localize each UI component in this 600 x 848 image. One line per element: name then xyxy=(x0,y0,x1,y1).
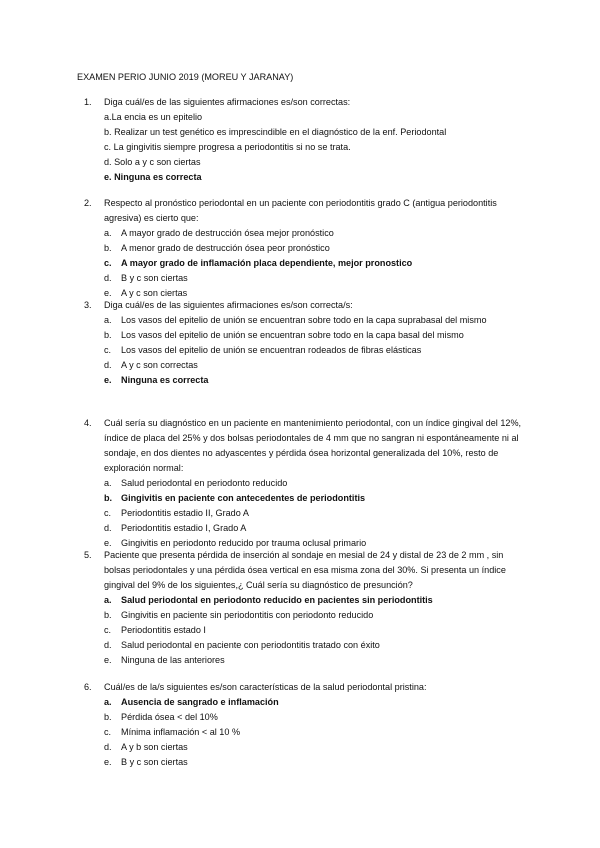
option-c: c. Mínima inflamación < al 10 % xyxy=(104,727,241,737)
option-c: c. Periodontitis estadio II, Grado A xyxy=(104,508,249,518)
option-a: a. Los vasos del epitelio de unión se encuentran sobre todo en la capa suprabasal del mismo xyxy=(104,315,487,325)
question-number: 5. xyxy=(84,550,92,560)
option-e: e. B y c son ciertas xyxy=(104,757,188,767)
question-text: Diga cuál/es de las siguientes afirmaciones es/son correctas: xyxy=(104,97,351,107)
option-d: d. A y b son ciertas xyxy=(104,742,188,752)
option-e: e. A y c son ciertas xyxy=(104,288,188,298)
question-number: 1. xyxy=(84,97,92,107)
question-1 xyxy=(84,95,524,185)
option-b: b. Gingivitis en paciente con antecedentes de periodontitis xyxy=(104,493,366,503)
option-e: e. Ninguna es correcta xyxy=(104,375,209,385)
option-b: b. Pérdida ósea < del 10% xyxy=(104,712,218,722)
option-e: e. Ninguna es correcta xyxy=(104,172,202,182)
option-c: c. La gingivitis siempre progresa a periodontitis si no se trata. xyxy=(104,142,351,152)
question-text: Cuál sería su diagnóstico en un paciente en mantenimiento periodontal, con un índice gingival del 12%, índice de placa del 25% y dos bolsas periodontales de 4 mm que no sangran ni espontáneamente ni al sondaje, en dos dientes no adyascentes y pérdida ósea horizontal generalizada del 10%, resto de exploración normal: xyxy=(104,418,522,473)
question-6 xyxy=(84,680,524,770)
option-a: a. Salud periodontal en periodonto reducido en pacientes sin periodontitis xyxy=(104,595,433,605)
question-text: Paciente que presenta pérdida de inserción al sondaje en mesial de 24 y distal de 23 de 2 mm , sin bolsas periodontales y una pérdida ósea vertical en esa misma zona del 30%. Si presenta un índice gingival del 9% de los siguientes,¿ Cuál sería su diagnóstico de presunción? xyxy=(104,550,506,590)
option-e: e. Gingivitis en periodonto reducido por trauma oclusal primario xyxy=(104,538,367,548)
option-a: a. A mayor grado de destrucción ósea mejor pronóstico xyxy=(104,228,334,238)
question-number: 4. xyxy=(84,418,92,428)
option-a: a. Salud periodontal en periodonto reducido xyxy=(104,478,288,488)
question-text: Diga cuál/es de las siguientes afirmaciones es/son correcta/s: xyxy=(104,300,353,310)
question-2 xyxy=(84,196,524,301)
question-number: 2. xyxy=(84,198,92,208)
question-text: Cuál/es de la/s siguientes es/son características de la salud periodontal pristina: xyxy=(104,682,427,692)
question-4 xyxy=(84,416,524,551)
question-number: 3. xyxy=(84,300,92,310)
question-5 xyxy=(84,548,524,668)
option-e: e. Ninguna de las anteriores xyxy=(104,655,225,665)
option-d: d. A y c son correctas xyxy=(104,360,198,370)
option-a: a.La encia es un epitelio xyxy=(104,112,203,122)
option-a: a. Ausencia de sangrado e inflamación xyxy=(104,697,279,707)
option-b: b. A menor grado de destrucción ósea peor pronóstico xyxy=(104,243,330,253)
option-d: d. B y c son ciertas xyxy=(104,273,188,283)
question-text: Respecto al pronóstico periodontal en un paciente con periodontitis grado C (antigua periodontitis agresiva) es cierto que: xyxy=(104,198,497,223)
option-d: d. Salud periodontal en paciente con periodontitis tratado con éxito xyxy=(104,640,380,650)
question-number: 6. xyxy=(84,682,92,692)
option-b: b. Los vasos del epitelio de unión se encuentran sobre todo en la capa basal del mismo xyxy=(104,330,464,340)
question-3 xyxy=(84,298,524,388)
option-c: c. Periodontitis estado I xyxy=(104,625,206,635)
option-b: b. Realizar un test genético es imprescindible en el diagnóstico de la enf. Periodontal xyxy=(104,127,447,137)
option-c: c. Los vasos del epitelio de unión se encuentran rodeados de fibras elásticas xyxy=(104,345,422,355)
exam-title: EXAMEN PERIO JUNIO 2019 (MOREU Y JARANAY) xyxy=(77,72,294,82)
option-c: c. A mayor grado de inflamación placa dependiente, mejor pronostico xyxy=(104,258,413,268)
option-d: d. Periodontitis estadio I, Grado A xyxy=(104,523,247,533)
option-b: b. Gingivitis en paciente sin periodontitis con periodonto reducido xyxy=(104,610,374,620)
option-d: d. Solo a y c son ciertas xyxy=(104,157,201,167)
